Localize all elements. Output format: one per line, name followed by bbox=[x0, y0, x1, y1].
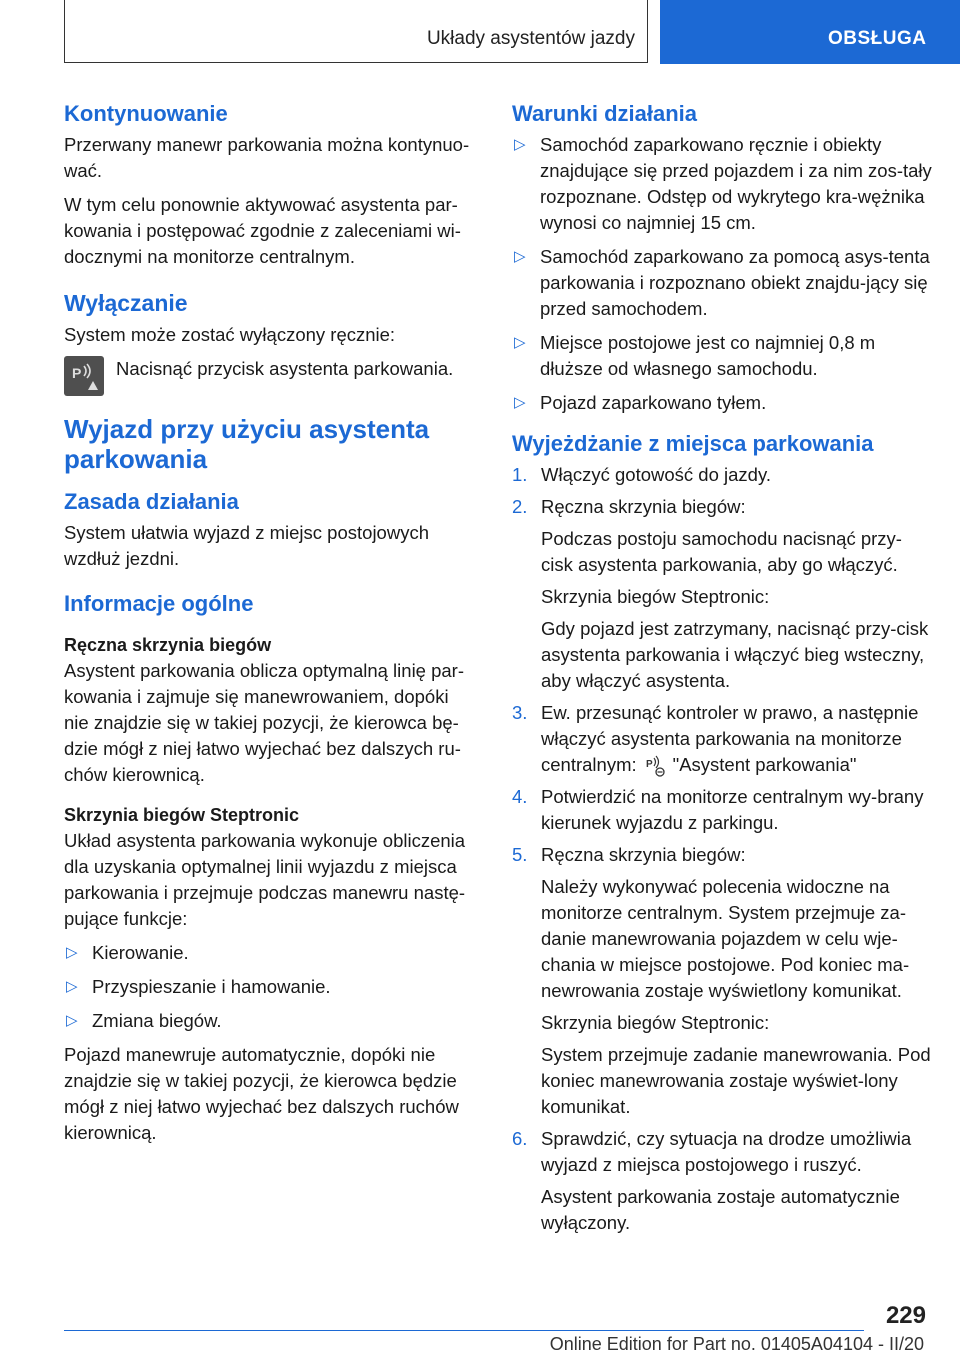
switch-off-paragraph: System może zostać wyłączony ręcznie: bbox=[64, 324, 396, 345]
left-column bbox=[64, 100, 476, 1154]
bullet-triangle-icon: ▷ bbox=[66, 1012, 78, 1029]
functions-list bbox=[64, 940, 476, 1034]
exit-heading: Wyjazd przy użyciu asystenta parkowania bbox=[64, 414, 430, 474]
step-item: 4. Potwierdzić na monitorze centralnym wy-brany kierunek wyjazdu z parkingu. bbox=[512, 786, 924, 833]
right-column bbox=[512, 100, 932, 1242]
chapter-tab bbox=[660, 0, 960, 64]
footer-divider bbox=[64, 1330, 864, 1331]
bullet-triangle-icon: ▷ bbox=[66, 978, 78, 995]
parking-button-instruction bbox=[64, 356, 476, 396]
bullet-triangle-icon: ▷ bbox=[514, 394, 526, 411]
principle-heading: Zasada działania bbox=[64, 489, 239, 514]
parking-button-text: Nacisnąć przycisk asystenta parkowania. bbox=[116, 358, 454, 379]
bullet-triangle-icon: ▷ bbox=[514, 136, 526, 153]
list-item: ▷ Zmiana biegów. bbox=[64, 1008, 476, 1034]
step-item: 6. Sprawdzić, czy sytuacja na drodze umożliwia wyjazd z miejsca postojowego i ruszyć. Asystent parkowania zostaje automatycznie wyłączony. bbox=[512, 1128, 912, 1233]
edition-footer: Online Edition for Part no. 01405A04104 - II/20 bbox=[549, 1334, 924, 1354]
manual-gearbox-subheading: Ręczna skrzynia biegów bbox=[64, 635, 272, 655]
parking-assistant-menu-icon bbox=[645, 755, 667, 777]
switch-off-heading: Wyłączanie bbox=[64, 290, 188, 316]
bullet-triangle-icon: ▷ bbox=[514, 334, 526, 351]
continue-paragraph-2: W tym celu ponownie aktywować asystenta par-kowania i postępować zgodnie z zaleceniami wi-docznymi na monitorze centralnym. bbox=[64, 194, 461, 267]
final-paragraph: Pojazd manewruje automatycznie, dopóki nie znajdzie się w takiej pozycji, że kierowca będzie mógł z niej łatwo wyjechać bez dalszych ruchów kierownicą. bbox=[64, 1044, 459, 1143]
continue-heading: Kontynuowanie bbox=[64, 101, 228, 126]
list-item: ▷ Pojazd zaparkowano tyłem. bbox=[512, 390, 932, 416]
chapter-tab-label: OBSŁUGA bbox=[828, 28, 927, 49]
continue-paragraph-1: Przerwany manewr parkowania można kontynuo-wać. bbox=[64, 134, 470, 181]
step-item: 2. Ręczna skrzynia biegów: Podczas postoju samochodu nacisnąć przy-cisk asystenta parkowania, aby go włączyć. Skrzynia biegów Steptronic: Gdy pojazd jest zatrzymany, nacisnąć przy-cisk asystenta parkowania i włączyć bieg wsteczny, aby włączyć asystenta. bbox=[512, 496, 929, 691]
bullet-triangle-icon: ▷ bbox=[514, 248, 526, 265]
conditions-heading: Warunki działania bbox=[512, 101, 698, 126]
general-info-heading: Informacje ogólne bbox=[64, 591, 254, 616]
bullet-triangle-icon: ▷ bbox=[66, 944, 78, 961]
principle-paragraph: System ułatwia wyjazd z miejsc postojowych wzdłuż jezdni. bbox=[64, 522, 429, 569]
header-frame bbox=[64, 0, 648, 63]
svg-text:P: P bbox=[645, 759, 653, 771]
step-item: 3. Ew. przesunąć kontroler w prawo, a następnie włączyć asystenta parkowania na monitorze centralnym: P "Asystent parkowania" bbox=[512, 700, 932, 778]
leave-parking-heading: Wyjeżdżanie z miejsca parkowania bbox=[512, 431, 874, 456]
list-item: ▷ Samochód zaparkowano za pomocą asys-tenta parkowania i rozpoznano obiekt znajdu-jący się przed samochodem. bbox=[514, 246, 930, 319]
svg-text:P: P bbox=[72, 365, 82, 381]
section-title: Układy asystentów jazdy bbox=[426, 28, 635, 49]
list-item: ▷ Kierowanie. bbox=[64, 940, 476, 966]
conditions-list bbox=[512, 132, 932, 416]
page-number: 229 bbox=[885, 1302, 926, 1329]
step-item: 1. Włączyć gotowość do jazdy. bbox=[512, 464, 771, 485]
parking-assistant-button-icon bbox=[64, 356, 104, 396]
list-item: ▷ Miejsce postojowe jest co najmniej 0,8 m dłuższe od własnego samochodu. bbox=[514, 332, 876, 379]
list-item: ▷ Przyspieszanie i hamowanie. bbox=[64, 974, 476, 1000]
step-item: 5. Ręczna skrzynia biegów: Należy wykonywać polecenia widoczne na monitorze centralnym. System przejmuje za-danie manewrowania pojazdem w celu wje-chania w miejsce postojowe. Pod koniec ma-newrowania zostaje wyświetlony komunikat. Skrzynia biegów Steptronic: System przejmuje zadanie manewrowania. Pod koniec manewrowania zostaje wyświet-lony komunikat. bbox=[512, 844, 931, 1117]
steptronic-paragraph: Układ asystenta parkowania wykonuje obliczenia dla uzyskania optymalnej linii wyjazdu z miejsca parkowania i przejmuje podczas manewru nastę-pujące funkcje: bbox=[64, 830, 466, 929]
list-item: ▷ Samochód zaparkowano ręcznie i obiekty znajdujące się przed pojazdem i za nim zos-tały rozpoznane. Odstęp od wykrytego kra-wężnika wynosi co najmniej 15 cm. bbox=[514, 134, 932, 233]
steps-list bbox=[512, 462, 932, 1236]
manual-gearbox-paragraph: Asystent parkowania oblicza optymalną linię par-kowania i zajmuje się manewrowaniem, dopóki nie znajdzie się w takiej pozycji, że kierowca bę-dzie mógł z niej łatwo wyjechać bez dalszych ru-chów kierownicą. bbox=[64, 660, 465, 785]
steptronic-subheading: Skrzynia biegów Steptronic bbox=[64, 805, 300, 825]
